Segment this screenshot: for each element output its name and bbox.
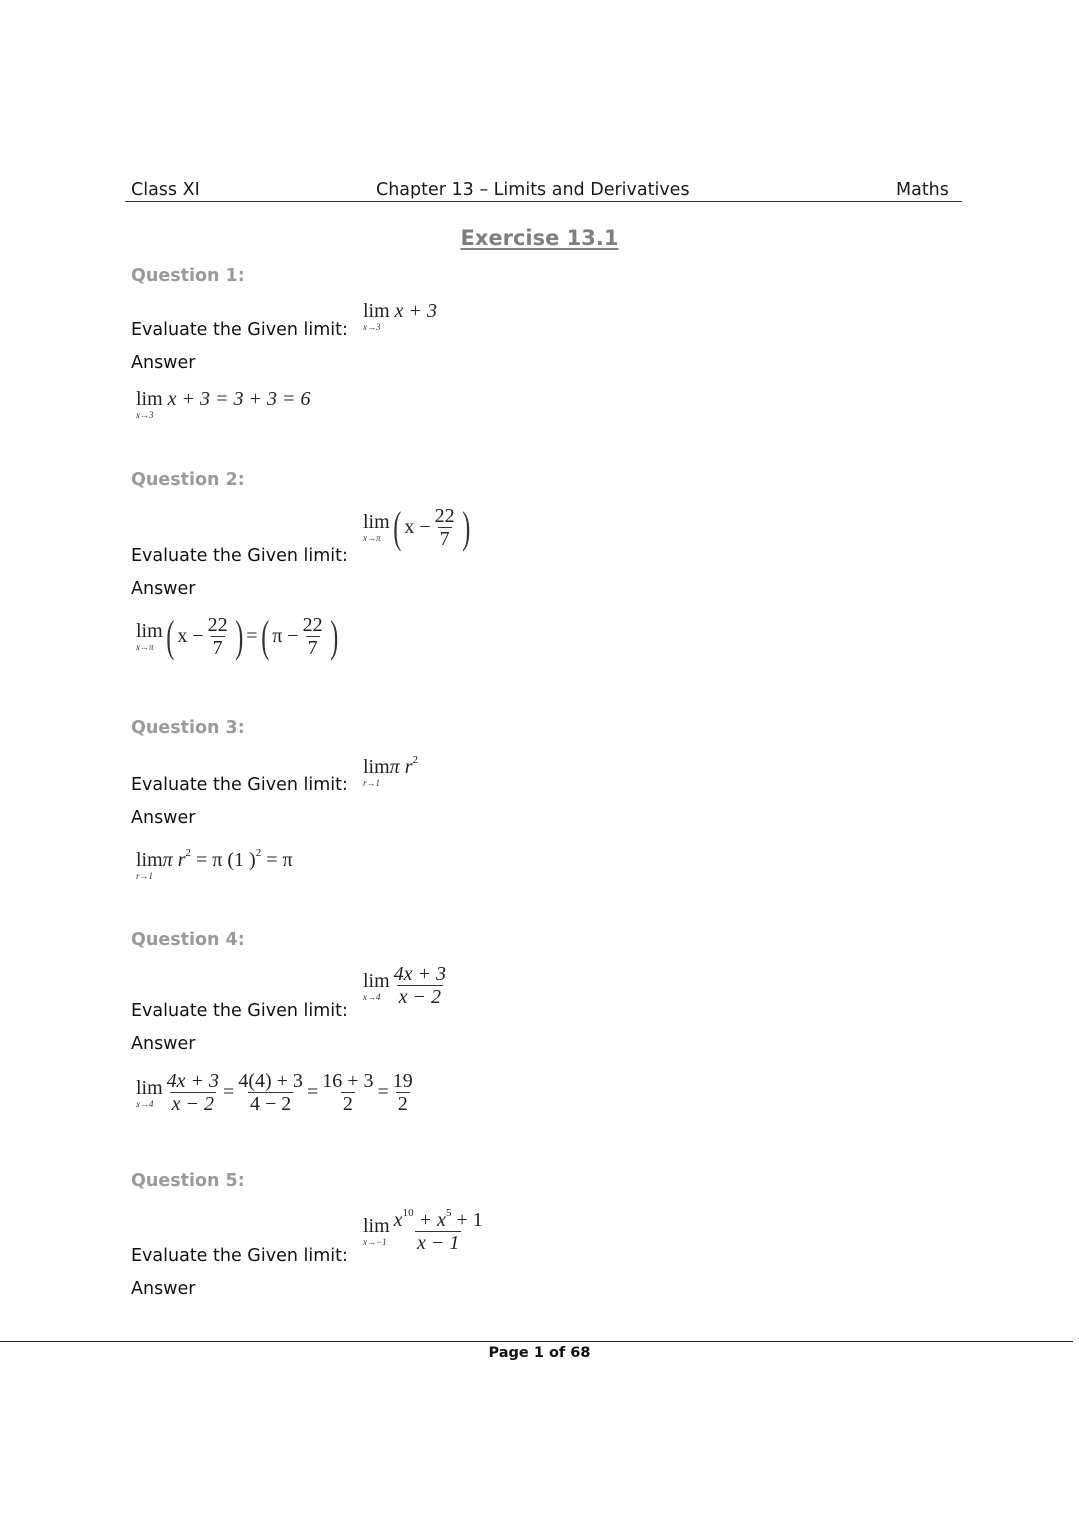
lim-subscript: x→4 — [136, 1099, 154, 1109]
fraction — [392, 1207, 485, 1254]
answer-expression: x + 3 = 3 + 3 = 6 — [167, 388, 311, 410]
fraction — [392, 963, 448, 1008]
question-2-given-expression — [363, 502, 473, 552]
question-3-prompt: Evaluate the Given limit: — [131, 775, 348, 795]
lim-subscript: x→π — [136, 642, 154, 652]
question-4-answer-expression — [136, 1070, 417, 1115]
exponent: 2 — [185, 847, 191, 859]
question-4-given-expression — [363, 963, 450, 1008]
lim-subscript: x→4 — [363, 992, 381, 1002]
lim-symbol: lim — [363, 970, 390, 992]
question-3-label: Question 3: — [131, 718, 245, 738]
denominator: x − 2 — [398, 986, 442, 1008]
denominator: 7 — [307, 637, 318, 659]
fraction — [301, 614, 325, 659]
question-3-answer-label: Answer — [131, 808, 196, 828]
limit-expression: x + 3 — [394, 300, 438, 322]
denominator: 4 − 2 — [249, 1093, 292, 1115]
lim-symbol: lim — [136, 1077, 163, 1099]
exponent: 2 — [412, 754, 418, 766]
equals-sign: = — [223, 1081, 235, 1103]
equals-sign: = — [246, 625, 258, 647]
fraction — [206, 614, 230, 659]
lim-subscript: r→1 — [136, 871, 154, 881]
limit-expression: π r — [389, 756, 413, 778]
question-1-answer-expression — [136, 388, 311, 420]
question-5-answer-label: Answer — [131, 1279, 196, 1299]
header-divider — [125, 201, 962, 202]
lim-symbol: lim — [136, 620, 163, 642]
left-paren: ( — [165, 611, 175, 661]
question-1-prompt: Evaluate the Given limit: — [131, 320, 348, 340]
term: + x — [413, 1209, 446, 1231]
exponent: 10 — [402, 1207, 414, 1219]
numerator: 22 — [207, 614, 228, 636]
exercise-title: Exercise 13.1 — [460, 226, 619, 250]
numerator: 22 — [302, 614, 323, 636]
result: = π — [261, 849, 293, 871]
numerator: 4x + 3 — [393, 963, 447, 985]
fraction — [391, 1070, 415, 1115]
question-3-given-expression — [363, 754, 418, 788]
fraction — [433, 505, 457, 550]
question-1-given-expression — [363, 300, 438, 332]
lim-symbol: lim — [136, 849, 163, 871]
question-1-label: Question 1: — [131, 266, 245, 286]
lim-subscript: x→3 — [136, 410, 154, 420]
term: x — [393, 1209, 403, 1231]
lim-symbol: lim — [363, 1215, 390, 1237]
denominator: 2 — [342, 1093, 353, 1115]
right-paren: ) — [329, 611, 338, 661]
question-4-label: Question 4: — [131, 930, 245, 950]
lim-symbol: lim — [363, 756, 390, 778]
question-5-label: Question 5: — [131, 1171, 245, 1191]
fraction — [320, 1070, 375, 1115]
left-paren: ( — [260, 611, 269, 661]
denominator: 7 — [212, 637, 223, 659]
numerator: 4x + 3 — [166, 1070, 220, 1092]
denominator: x − 1 — [417, 1232, 460, 1254]
numerator: 16 + 3 — [322, 1070, 374, 1092]
right-paren: ) — [461, 502, 470, 552]
numerator: 4(4) + 3 — [238, 1070, 303, 1092]
question-1-answer-label: Answer — [131, 353, 196, 373]
exponent: 5 — [445, 1207, 452, 1219]
variable-term: x − — [177, 625, 204, 647]
fraction — [165, 1070, 221, 1115]
right-paren: ) — [234, 611, 243, 661]
lim-subscript: r→1 — [363, 778, 381, 788]
denominator: 7 — [439, 528, 450, 550]
variable-term: x − — [404, 516, 431, 538]
lim-symbol: lim — [363, 300, 390, 322]
substitution: = π (1 ) — [190, 849, 256, 871]
question-2-answer-expression — [136, 611, 341, 661]
exponent: 2 — [255, 847, 262, 859]
left-paren: ( — [392, 502, 402, 552]
question-5-given-expression — [363, 1207, 487, 1254]
fraction — [236, 1070, 305, 1115]
question-4-prompt: Evaluate the Given limit: — [131, 1001, 348, 1021]
pi-term: π − — [272, 625, 299, 647]
lim-subscript: x→3 — [363, 322, 381, 332]
lim-subscript: x→−1 — [363, 1237, 387, 1247]
denominator: 2 — [397, 1093, 408, 1115]
header-chapter: Chapter 13 – Limits and Derivatives — [376, 180, 690, 200]
denominator: x − 2 — [171, 1093, 215, 1115]
question-5-prompt: Evaluate the Given limit: — [131, 1246, 348, 1266]
question-2-label: Question 2: — [131, 470, 245, 490]
numerator: 19 — [392, 1070, 413, 1092]
page-number: Page 1 of 68 — [488, 1345, 591, 1361]
term: + 1 — [451, 1209, 483, 1231]
numerator: 22 — [434, 505, 455, 527]
equals-sign: = — [377, 1081, 389, 1103]
lim-symbol: lim — [136, 388, 163, 410]
header-class: Class XI — [131, 180, 200, 200]
equals-sign: = — [306, 1081, 319, 1103]
footer-divider — [0, 1341, 1073, 1342]
question-2-prompt: Evaluate the Given limit: — [131, 546, 348, 566]
lim-symbol: lim — [363, 511, 390, 533]
question-4-answer-label: Answer — [131, 1034, 196, 1054]
header-subject: Maths — [896, 180, 949, 200]
question-3-answer-expression — [136, 847, 293, 881]
limit-expression: π r — [162, 849, 186, 871]
lim-subscript: x→π — [363, 533, 381, 543]
numerator — [392, 1207, 485, 1231]
question-2-answer-label: Answer — [131, 579, 196, 599]
